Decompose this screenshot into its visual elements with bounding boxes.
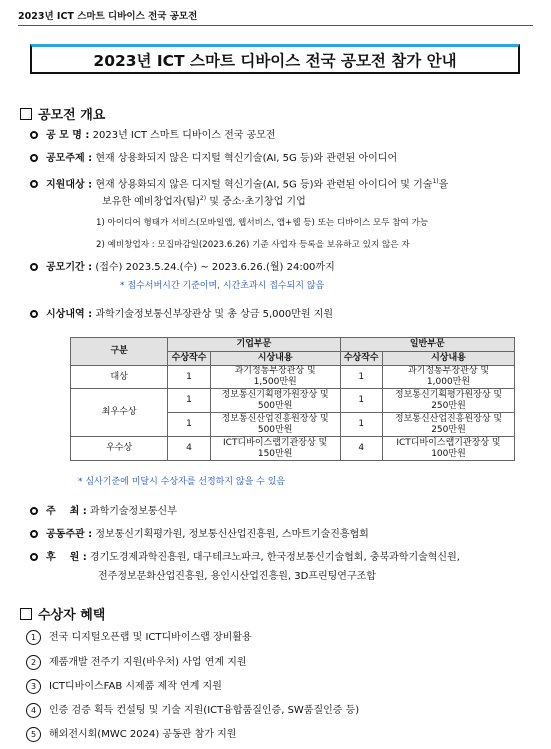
eligibility-line2: 보유한 예비창업자(팀) <box>102 196 200 208</box>
sponsor-line2: 전주정보문화산업진흥원, 용인시산업진흥원, 3D프린팅연구조합 <box>98 571 376 582</box>
header-divider <box>18 25 533 26</box>
host-label: 주 최 : <box>46 506 87 517</box>
row-prize: 정보통신기획평가원장상 및 500만원 <box>210 389 340 413</box>
bullet-icon <box>30 310 38 318</box>
bullet-icon <box>30 530 38 538</box>
row-count: 1 <box>340 389 382 413</box>
footnote-1: 1) 아이디어 형태가 서비스(모바일앱, 웹서비스, 앱+웹 등) 또는 디바이스 모두 참여 가능 <box>96 218 429 228</box>
sponsor-line1: 경기도경제과학진흥원, 대구테크노파크, 한국정보통신기술협회, 충북과학기술혁신원, <box>89 552 460 563</box>
benefit-text: ICT디바이스FAB 시제품 제작 연계 지원 <box>49 681 222 692</box>
page-title: 2023년 ICT 스마트 디바이스 전국 공모전 참가 안내 <box>30 44 520 74</box>
table-row <box>71 437 515 461</box>
list-item <box>26 727 533 742</box>
circled-number-icon: 1 <box>26 630 41 645</box>
contest-name-row <box>30 129 533 143</box>
row-count: 4 <box>168 437 210 461</box>
group-general: 일반부문 <box>340 338 515 352</box>
row-count: 1 <box>168 413 210 437</box>
col-category: 구분 <box>71 338 168 366</box>
contest-theme-label: 공모주제 : <box>46 153 93 164</box>
period-value: (접수) 2023.5.24.(수) ~ 2023.6.26.(월) 24:00까지 <box>95 262 335 273</box>
eligibility-line2-end: 및 중소·초기창업 기업 <box>206 196 306 208</box>
row-category: 최우수상 <box>71 389 168 437</box>
host-row <box>30 505 533 519</box>
benefit-text: 전국 디지털오픈랩 및 ICT디바이스랩 장비활용 <box>49 632 252 643</box>
cohost-label: 공동주관 : <box>46 529 93 540</box>
sponsor-row <box>30 551 533 565</box>
checkbox-square-icon <box>20 108 32 120</box>
circled-number-icon: 2 <box>26 655 41 670</box>
benefit-text: 제품개발 전주기 지원(바우처) 사업 연계 지원 <box>49 657 247 668</box>
row-prize: 정보통신산업진흥원장상 및 250만원 <box>382 413 514 437</box>
row-prize: 과기정통부장관상 및 1,000만원 <box>382 366 514 389</box>
period-label: 공모기간 : <box>46 262 93 273</box>
list-item <box>26 630 533 645</box>
col-content-corp: 시상내용 <box>210 352 340 366</box>
row-prize: 정보통신기획평가원장상 및 250만원 <box>382 389 514 413</box>
list-item <box>26 703 533 718</box>
table-row <box>71 366 515 389</box>
row-count: 1 <box>340 413 382 437</box>
row-prize: ICT디바이스랩기관장상 및 100만원 <box>382 437 514 461</box>
section-overview-label: 공모전 개요 <box>38 108 106 123</box>
bullet-icon <box>30 263 38 271</box>
row-count: 1 <box>340 366 382 389</box>
awards-table <box>70 337 515 461</box>
footnote-ref-2: 2) <box>199 195 207 202</box>
checkbox-square-icon <box>20 608 32 620</box>
awards-row <box>30 308 533 322</box>
benefit-text: 인증 검증 획득 컨설팅 및 기술 지원(ICT융합품질인증, SW품질인증 등) <box>49 705 360 716</box>
awards-label: 시상내역 : <box>46 309 93 320</box>
contest-theme-value: 현재 상용화되지 않은 디지털 혁신기술(AI, 5G 등)와 관련된 아이디어 <box>95 153 398 164</box>
row-prize: 과기정통부장관상 및 1,500만원 <box>210 366 340 389</box>
row-count: 1 <box>168 389 210 413</box>
bullet-icon <box>30 553 38 561</box>
footnote-ref-1: 1) <box>432 178 439 185</box>
bullet-icon <box>30 154 38 162</box>
period-row <box>30 261 533 275</box>
eligibility-line1-end: 을 <box>438 179 449 191</box>
contest-theme-row <box>30 152 533 166</box>
list-item <box>26 679 533 694</box>
row-prize: 정보통신산업진흥원장상 및 500만원 <box>210 413 340 437</box>
col-count-corp: 수상작수 <box>168 352 210 366</box>
row-category: 우수상 <box>71 437 168 461</box>
bullet-icon <box>30 180 38 188</box>
eligibility-label: 지원대상 : <box>46 179 93 191</box>
section-benefits-heading <box>20 604 105 623</box>
sponsor-label: 후 원 : <box>46 552 87 563</box>
contest-name-value: 2023년 ICT 스마트 디바이스 전국 공모전 <box>92 130 276 141</box>
row-count: 4 <box>340 437 382 461</box>
col-count-general: 수상작수 <box>340 352 382 366</box>
table-note: * 심사기준에 미달시 수상자를 선정하지 않을 수 있음 <box>78 477 286 487</box>
table-row <box>71 389 515 413</box>
bullet-icon <box>30 131 38 139</box>
footnote-2: 2) 예비창업자 : 모집마감일(2023.6.26) 기준 사업자 등록을 보유하고 있지 않은 자 <box>96 240 410 250</box>
awards-value: 과학기술정보통신부장관상 및 총 상금 5,000만원 지원 <box>95 309 334 320</box>
host-value: 과학기술정보통신부 <box>89 506 177 517</box>
row-prize: ICT디바이스랩기관장상 및 150만원 <box>210 437 340 461</box>
circled-number-icon: 4 <box>26 703 41 718</box>
circled-number-icon: 3 <box>26 679 41 694</box>
cohost-value: 정보통신기획평가원, 정보통신산업진흥원, 스마트기술진흥협회 <box>95 529 369 540</box>
group-corp: 기업부문 <box>168 338 340 352</box>
contest-name-label: 공 모 명 : <box>46 130 90 141</box>
row-category: 대상 <box>71 366 168 389</box>
row-count: 1 <box>168 366 210 389</box>
circled-number-icon: 5 <box>26 727 41 742</box>
col-content-general: 시상내용 <box>382 352 514 366</box>
section-overview-heading <box>20 104 105 123</box>
header-title: 2023년 ICT 스마트 디바이스 전국 공모전 <box>18 11 198 22</box>
section-benefits-label: 수상자 혜택 <box>38 608 106 623</box>
eligibility-line2-row <box>102 192 533 209</box>
list-item <box>26 655 533 670</box>
bullet-icon <box>30 507 38 515</box>
eligibility-row <box>30 175 533 192</box>
benefit-text: 해외전시회(MWC 2024) 공동관 참가 지원 <box>49 729 237 740</box>
period-note: * 접수서버시간 기준이며, 시간초과시 접수되지 않음 <box>120 281 325 291</box>
cohost-row <box>30 528 533 542</box>
eligibility-line1: 현재 상용화되지 않은 디지털 혁신기술(AI, 5G 등)와 관련된 아이디어 및 기술 <box>95 179 433 191</box>
